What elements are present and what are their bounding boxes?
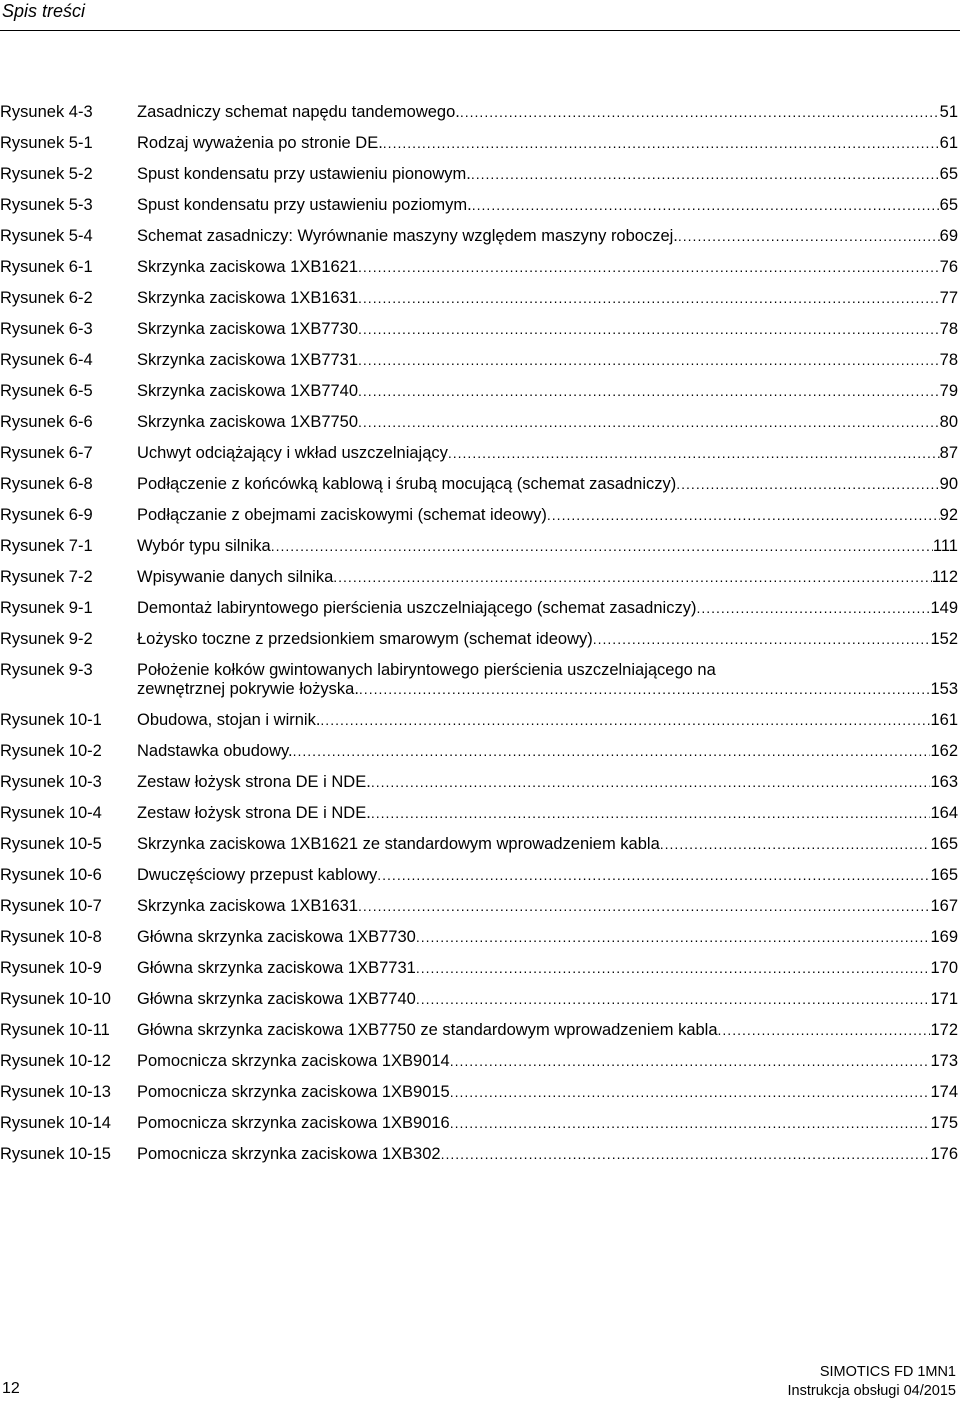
footer-info: [788, 1363, 956, 1401]
toc-entry-page: 87: [939, 444, 958, 462]
toc-entry[interactable]: [0, 630, 958, 649]
toc-entry-body: [137, 711, 958, 730]
toc-entry-body: [137, 475, 958, 494]
toc-entry[interactable]: [0, 990, 958, 1009]
dot-leader: [718, 1021, 931, 1040]
toc-entry-body: [137, 1083, 958, 1102]
toc-entry-body: [137, 1145, 958, 1164]
toc-entry-title: Demontaż labiryntowego pierścienia uszczelniającego (schemat zasadniczy): [137, 599, 697, 617]
toc-entry-page: 111: [932, 537, 958, 555]
toc-entry-title: Główna skrzynka zaciskowa 1XB7731: [137, 959, 416, 977]
toc-entry-label: Rysunek 10-10: [0, 990, 111, 1008]
toc-entry-page: 170: [930, 959, 958, 977]
toc-entry-page: 171: [930, 990, 958, 1008]
toc-entry-body: [137, 258, 958, 277]
toc-entry-title: Pomocnicza skrzynka zaciskowa 1XB302: [137, 1145, 441, 1163]
dot-leader: [696, 599, 930, 618]
toc-entry-body: [137, 1114, 958, 1133]
dot-leader: [448, 444, 940, 463]
toc-entry[interactable]: [0, 804, 958, 823]
toc-entry[interactable]: [0, 413, 958, 432]
toc-entry[interactable]: [0, 444, 958, 463]
toc-entry-body: [137, 568, 958, 587]
toc-entry-label: Rysunek 10-5: [0, 835, 102, 853]
toc-entry-title: Uchwyt odciążający i wkład uszczelniający: [137, 444, 448, 462]
toc-entry-body: [137, 103, 958, 122]
toc-entry-body: [137, 289, 958, 308]
footer-product: SIMOTICS FD 1MN1: [819, 1364, 956, 1380]
toc-entry-label: Rysunek 5-1: [0, 134, 93, 152]
toc-entry-body: [137, 866, 958, 885]
toc-entry-label: Rysunek 10-15: [0, 1145, 111, 1163]
toc-entry-body: [137, 506, 958, 525]
toc-entry[interactable]: [0, 1114, 958, 1133]
toc-entry-title: Spust kondensatu przy ustawieniu poziomym.: [137, 196, 472, 214]
toc-entry[interactable]: [0, 773, 958, 792]
toc-entry-title: Podłączanie z obejmami zaciskowymi (schemat ideowy): [137, 506, 547, 524]
dot-leader: [358, 258, 940, 277]
toc-entry[interactable]: [0, 382, 958, 401]
toc-entry-label: Rysunek 6-7: [0, 444, 93, 462]
toc-entry[interactable]: [0, 134, 958, 153]
dot-leader: [678, 227, 940, 246]
toc-entry[interactable]: [0, 1052, 958, 1071]
toc-entry-page: 90: [939, 475, 958, 493]
toc-entry-line: [137, 680, 958, 699]
toc-entry-page: 80: [939, 413, 958, 431]
toc-entry[interactable]: [0, 196, 958, 215]
dot-leader: [593, 630, 931, 649]
toc-entry-page: 65: [939, 165, 958, 183]
toc-entry-page: 175: [930, 1114, 958, 1132]
toc-entry-title: Zestaw łożysk strona DE i NDE.: [137, 773, 371, 791]
toc-entry-title: Skrzynka zaciskowa 1XB1631: [137, 289, 359, 307]
dot-leader: [450, 1083, 931, 1102]
toc-entry[interactable]: [0, 258, 958, 277]
toc-entry[interactable]: [0, 537, 958, 556]
toc-entry-label: Rysunek 6-3: [0, 320, 93, 338]
toc-entry-label: Rysunek 9-1: [0, 599, 93, 617]
toc-entry-label: Rysunek 10-9: [0, 959, 102, 977]
dot-leader: [547, 506, 940, 525]
toc-entry-body: [137, 227, 958, 246]
toc-entry-body: [137, 165, 958, 184]
toc-entry-page: 78: [939, 351, 958, 369]
toc-entry-body: [137, 1021, 958, 1040]
toc-entry-label: Rysunek 7-2: [0, 568, 93, 586]
toc-entry-page: 77: [939, 289, 958, 307]
toc-entry-body: [137, 835, 958, 854]
toc-entry[interactable]: [0, 959, 958, 978]
toc-entry-title: Wybór typu silnika: [137, 537, 271, 555]
dot-leader: [358, 382, 940, 401]
toc-entry-body: [137, 897, 958, 916]
toc-entry-title: Zasadniczy schemat napędu tandemowego.: [137, 103, 460, 121]
footer-document: Instrukcja obsługi 04/2015: [787, 1383, 956, 1399]
toc-entry-label: Rysunek 10-4: [0, 804, 102, 822]
toc-entry-page: 92: [939, 506, 958, 524]
toc-entry-label: Rysunek 6-4: [0, 351, 93, 369]
toc-entry-title: Skrzynka zaciskowa 1XB1621 ze standardowym wprowadzeniem kabla: [137, 835, 660, 853]
toc-entry[interactable]: [0, 1145, 958, 1164]
header-divider: [0, 30, 960, 31]
toc-entry-label: Rysunek 10-2: [0, 742, 102, 760]
toc-entry-page: 162: [930, 742, 958, 760]
dot-leader: [450, 1114, 931, 1133]
table-of-figures: [0, 103, 958, 1176]
dot-leader: [416, 959, 931, 978]
toc-entry-title: Nadstawka obudowy.: [137, 742, 293, 760]
toc-entry[interactable]: [0, 227, 958, 246]
toc-entry-page: 174: [930, 1083, 958, 1101]
toc-entry-label: Rysunek 10-6: [0, 866, 102, 884]
toc-entry-body: [137, 630, 958, 649]
toc-entry[interactable]: [0, 599, 958, 618]
dot-leader: [441, 1145, 931, 1164]
toc-entry-body: [137, 134, 958, 153]
dot-leader: [293, 742, 931, 761]
toc-entry-page: 152: [930, 630, 958, 648]
toc-entry-body: [137, 773, 958, 792]
toc-entry-label: Rysunek 10-3: [0, 773, 102, 791]
toc-entry-body: [137, 413, 958, 432]
toc-entry-page: 78: [939, 320, 958, 338]
toc-entry-title: Dwuczęściowy przepust kablowy: [137, 866, 378, 884]
dot-leader: [471, 165, 940, 184]
toc-entry-body: [137, 351, 958, 370]
toc-entry-body: [137, 804, 958, 823]
dot-leader: [676, 475, 939, 494]
dot-leader: [320, 711, 930, 730]
toc-entry-label: Rysunek 6-8: [0, 475, 93, 493]
toc-entry-label: Rysunek 6-2: [0, 289, 93, 307]
toc-entry[interactable]: [0, 289, 958, 308]
dot-leader: [416, 928, 931, 947]
dot-leader: [660, 835, 931, 854]
toc-entry-title: Schemat zasadniczy: Wyrównanie maszyny względem maszyny roboczej.: [137, 227, 678, 245]
toc-entry-page: 164: [930, 804, 958, 822]
toc-entry[interactable]: [0, 506, 958, 525]
toc-entry-page: 165: [930, 835, 958, 853]
toc-entry-body: [137, 990, 958, 1009]
toc-entry-page: 112: [931, 568, 958, 586]
dot-leader: [460, 103, 940, 122]
toc-entry-label: Rysunek 5-3: [0, 196, 93, 214]
toc-entry[interactable]: [0, 835, 958, 854]
toc-entry-label: Rysunek 10-8: [0, 928, 102, 946]
toc-entry-body: [137, 742, 958, 761]
toc-entry-title: Wpisywanie danych silnika: [137, 568, 334, 586]
toc-entry-label: Rysunek 6-9: [0, 506, 93, 524]
toc-entry-label: Rysunek 10-14: [0, 1114, 111, 1132]
toc-entry-page: 163: [930, 773, 958, 791]
toc-entry-title: Skrzynka zaciskowa 1XB1631: [137, 897, 359, 915]
toc-entry-label: Rysunek 10-7: [0, 897, 102, 915]
toc-entry-title: zewnętrznej pokrywie łożyska.: [137, 680, 359, 698]
toc-entry-body: [137, 928, 958, 947]
dot-leader: [383, 134, 940, 153]
toc-entry-label: Rysunek 4-3: [0, 103, 93, 121]
toc-entry-title: Główna skrzynka zaciskowa 1XB7740: [137, 990, 416, 1008]
toc-entry-body: [137, 1052, 958, 1071]
toc-entry-title: Pomocnicza skrzynka zaciskowa 1XB9014: [137, 1052, 450, 1070]
toc-entry-page: 172: [930, 1021, 958, 1039]
dot-leader: [416, 990, 931, 1009]
dot-leader: [450, 1052, 931, 1071]
toc-entry-label: Rysunek 5-2: [0, 165, 93, 183]
toc-entry[interactable]: [0, 165, 958, 184]
toc-entry-label: Rysunek 6-6: [0, 413, 93, 431]
toc-entry-label: Rysunek 6-1: [0, 258, 93, 276]
dot-leader: [358, 413, 940, 432]
toc-entry[interactable]: [0, 742, 958, 761]
toc-entry[interactable]: [0, 928, 958, 947]
toc-entry-body: [137, 537, 958, 556]
toc-entry-body: [137, 599, 958, 618]
toc-entry-body: [137, 959, 958, 978]
dot-leader: [371, 804, 931, 823]
toc-entry-label: Rysunek 9-3: [0, 661, 93, 679]
dot-leader: [472, 196, 940, 215]
dot-leader: [358, 289, 940, 308]
toc-entry-page: 161: [930, 711, 958, 729]
toc-entry[interactable]: [0, 711, 958, 730]
toc-entry-line: [137, 661, 958, 680]
toc-entry[interactable]: [0, 568, 958, 587]
toc-entry-page: 79: [939, 382, 958, 400]
dot-leader: [377, 866, 930, 885]
toc-entry-title: Skrzynka zaciskowa 1XB7731: [137, 351, 359, 369]
dot-leader: [358, 320, 940, 339]
toc-entry-title: Pomocnicza skrzynka zaciskowa 1XB9015: [137, 1083, 450, 1101]
toc-entry-title: Pomocnicza skrzynka zaciskowa 1XB9016: [137, 1114, 450, 1132]
toc-entry-page: 61: [939, 134, 958, 152]
toc-entry-title: Główna skrzynka zaciskowa 1XB7730: [137, 928, 416, 946]
toc-entry[interactable]: [0, 475, 958, 494]
dot-leader: [359, 680, 931, 699]
dot-leader: [371, 773, 931, 792]
dot-leader: [358, 897, 930, 916]
toc-entry[interactable]: [0, 897, 958, 916]
toc-entry-page: 65: [939, 196, 958, 214]
toc-entry[interactable]: [0, 1021, 958, 1040]
toc-entry-page: 69: [939, 227, 958, 245]
toc-entry-label: Rysunek 6-5: [0, 382, 93, 400]
toc-entry[interactable]: [0, 103, 958, 122]
toc-entry[interactable]: [0, 320, 958, 339]
toc-entry-title: Skrzynka zaciskowa 1XB7740: [137, 382, 359, 400]
toc-entry[interactable]: [0, 1083, 958, 1102]
toc-entry[interactable]: [0, 351, 958, 370]
toc-entry-label: Rysunek 7-1: [0, 537, 93, 555]
toc-entry-body: [137, 661, 958, 699]
toc-entry-page: 149: [930, 599, 958, 617]
toc-entry-title: Położenie kołków gwintowanych labiryntowego pierścienia uszczelniającego na: [137, 661, 716, 679]
toc-entry-label: Rysunek 10-11: [0, 1021, 110, 1039]
toc-entry-label: Rysunek 10-12: [0, 1052, 111, 1070]
toc-entry-page: 153: [930, 680, 958, 698]
dot-leader: [271, 537, 933, 556]
toc-entry-page: 165: [930, 866, 958, 884]
toc-entry-page: 169: [930, 928, 958, 946]
toc-entry-body: [137, 320, 958, 339]
page-number: 12: [2, 1380, 20, 1397]
header-title: Spis treści: [2, 1, 86, 21]
toc-entry-title: Rodzaj wyważenia po stronie DE.: [137, 134, 383, 152]
dot-leader: [358, 351, 940, 370]
toc-entry-title: Spust kondensatu przy ustawieniu pionowym.: [137, 165, 471, 183]
toc-entry-title: Główna skrzynka zaciskowa 1XB7750 ze standardowym wprowadzeniem kabla: [137, 1021, 718, 1039]
toc-entry[interactable]: [0, 661, 958, 699]
toc-entry-page: 167: [930, 897, 958, 915]
toc-entry-body: [137, 196, 958, 215]
toc-entry-label: Rysunek 5-4: [0, 227, 93, 245]
toc-entry-page: 51: [939, 103, 958, 121]
toc-entry-page: 173: [930, 1052, 958, 1070]
toc-entry-page: 76: [939, 258, 958, 276]
toc-entry-page: 176: [930, 1145, 958, 1163]
toc-entry-title: Podłączenie z końcówką kablową i śrubą mocującą (schemat zasadniczy): [137, 475, 677, 493]
toc-entry-label: Rysunek 10-13: [0, 1083, 111, 1101]
dot-leader: [333, 568, 931, 587]
toc-entry-label: Rysunek 9-2: [0, 630, 93, 648]
toc-entry[interactable]: [0, 866, 958, 885]
toc-entry-label: Rysunek 10-1: [0, 711, 102, 729]
toc-entry-body: [137, 382, 958, 401]
toc-entry-title: Zestaw łożysk strona DE i NDE.: [137, 804, 371, 822]
toc-entry-body: [137, 444, 958, 463]
toc-entry-title: Obudowa, stojan i wirnik.: [137, 711, 321, 729]
toc-entry-title: Skrzynka zaciskowa 1XB7750: [137, 413, 359, 431]
toc-entry-title: Skrzynka zaciskowa 1XB1621: [137, 258, 359, 276]
toc-entry-title: Łożysko toczne z przedsionkiem smarowym (schemat ideowy): [137, 630, 593, 648]
toc-entry-title: Skrzynka zaciskowa 1XB7730: [137, 320, 359, 338]
